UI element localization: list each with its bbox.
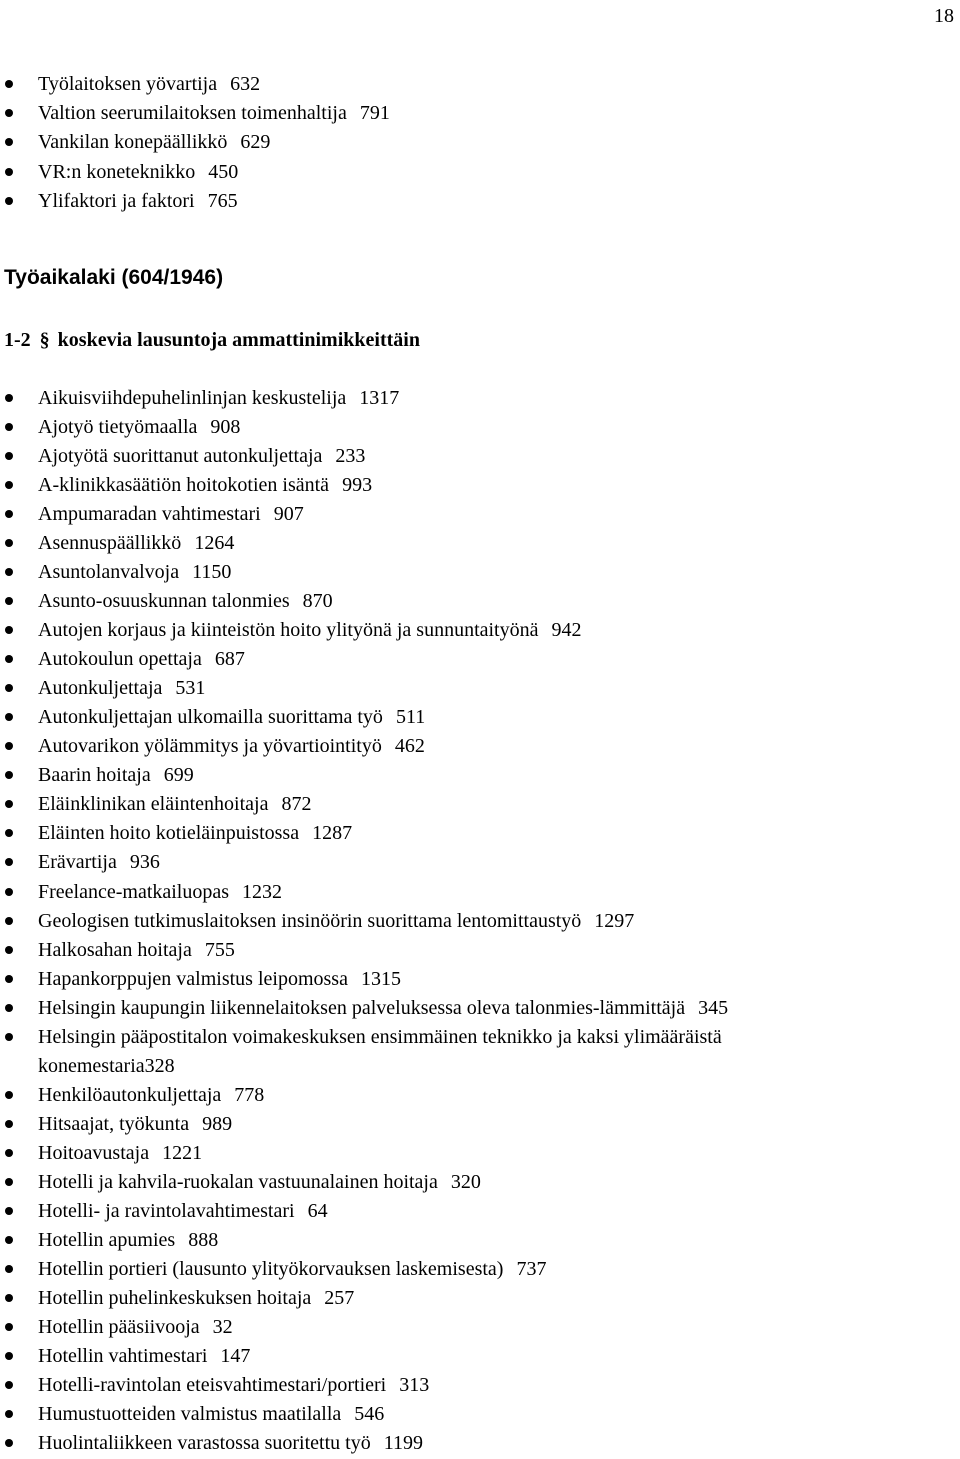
bullet-icon <box>5 800 13 808</box>
bullet-icon <box>5 1236 13 1244</box>
list-item <box>38 99 390 127</box>
statement-number: 1297 <box>594 909 635 932</box>
job-title: Hotellin apumies <box>38 1228 176 1251</box>
bullet-icon <box>5 1033 13 1041</box>
list-item <box>38 761 194 789</box>
bullet-icon <box>5 1004 13 1012</box>
list-item <box>38 384 399 412</box>
job-title: Autokoulun opettaja <box>38 648 202 671</box>
bullet-icon <box>5 1323 13 1331</box>
bullet-icon <box>5 626 13 634</box>
job-title: Aikuisviihdepuhelinlinjan keskustelija <box>38 387 347 409</box>
list-item <box>38 1342 250 1370</box>
statement-number: 699 <box>163 764 194 787</box>
job-title: Asuntolanvalvoja <box>38 561 180 584</box>
list-item <box>38 1429 423 1457</box>
job-title: Eläinklinikan eläintenhoitaja <box>38 793 269 816</box>
list-item <box>38 1255 546 1283</box>
bullet-icon <box>5 197 13 205</box>
bullet-icon <box>5 568 13 576</box>
list-item <box>38 500 304 528</box>
bullet-icon <box>5 975 13 983</box>
statement-number: 1199 <box>383 1432 423 1455</box>
job-title: Ajotyö tietyömaalla <box>38 416 198 439</box>
bullet-icon <box>5 423 13 431</box>
job-title: Ampumaradan vahtimestari <box>38 503 261 526</box>
list-item <box>38 965 401 993</box>
job-title: Ajotyötä suorittanut autonkuljettaja <box>38 445 323 468</box>
statement-number: 1150 <box>192 561 232 584</box>
list-item <box>38 645 245 673</box>
statement-number: 345 <box>698 996 729 1019</box>
list-item <box>38 70 260 98</box>
statement-number: 320 <box>450 1170 481 1193</box>
job-title: Asennuspäällikkö <box>38 532 182 555</box>
job-title: Hitsaajat, työkunta <box>38 1112 190 1135</box>
bullet-icon <box>5 1178 13 1186</box>
list-item <box>38 187 238 215</box>
bullet-icon <box>5 80 13 88</box>
bullet-icon <box>5 168 13 176</box>
list-item <box>38 1371 429 1399</box>
statement-number: 1221 <box>162 1141 203 1164</box>
bullet-icon <box>5 1439 13 1447</box>
list-item <box>38 1313 233 1341</box>
statement-number: 765 <box>207 189 238 212</box>
list-item <box>38 1284 354 1312</box>
job-title: Autonkuljettaja <box>38 677 163 700</box>
statement-number: 32 <box>212 1315 233 1338</box>
job-title: Geologisen tutkimuslaitoksen insinöörin suorittama lentomittaustyö <box>38 909 582 932</box>
bullet-icon <box>5 1352 13 1360</box>
statement-number: 629 <box>240 131 271 154</box>
list-item <box>38 471 372 499</box>
job-title: Ylifaktori ja faktori <box>38 189 195 212</box>
job-title: Hotelli ja kahvila-ruokalan vastuunalainen hoitaja <box>38 1170 438 1193</box>
bullet-icon <box>5 713 13 721</box>
bullet-icon <box>5 1120 13 1128</box>
job-title: Erävartija <box>38 851 117 874</box>
bullet-icon <box>5 109 13 117</box>
list-item-continuation <box>38 1052 175 1080</box>
job-title: Henkilöautonkuljettaja <box>38 1083 222 1106</box>
section-heading <box>4 326 420 354</box>
job-title: Humustuotteiden valmistus maatilalla <box>38 1403 342 1426</box>
statement-number: 737 <box>516 1257 547 1280</box>
bullet-icon <box>5 510 13 518</box>
statement-number: 328 <box>144 1054 175 1077</box>
job-title: Hotelli- ja ravintolavahtimestari <box>38 1199 295 1222</box>
list-item <box>38 616 582 644</box>
statement-number: 64 <box>307 1199 328 1222</box>
statement-number: 907 <box>273 503 304 526</box>
bullet-icon <box>5 1149 13 1157</box>
job-title: Työlaitoksen yövartija <box>38 73 218 95</box>
bullet-icon <box>5 771 13 779</box>
statement-number: 462 <box>394 735 425 758</box>
bullet-icon <box>5 655 13 663</box>
job-title: Halkosahan hoitaja <box>38 938 192 961</box>
bullet-icon <box>5 1381 13 1389</box>
statement-number: 147 <box>220 1344 251 1367</box>
list-item <box>38 819 352 847</box>
statement-number: 936 <box>129 851 160 874</box>
list-item <box>38 1168 481 1196</box>
bullet-icon <box>5 452 13 460</box>
section-heading-text: koskevia lausuntoja ammattinimikkeittäin <box>57 329 420 351</box>
bullet-icon <box>5 917 13 925</box>
list-item <box>38 1081 264 1109</box>
statement-number: 791 <box>359 102 390 125</box>
job-title: Baarin hoitaja <box>38 764 151 787</box>
list-item <box>38 158 238 186</box>
job-title: Hotellin puhelinkeskuksen hoitaja <box>38 1286 312 1309</box>
statement-number: 687 <box>214 648 245 671</box>
statement-number: 993 <box>342 474 373 497</box>
job-title: Autovarikon yölämmitys ja yövartiointityö <box>38 735 382 758</box>
bullet-icon <box>5 138 13 146</box>
bullet-icon <box>5 946 13 954</box>
job-title-continued: konemestaria <box>38 1054 145 1077</box>
list-item <box>38 1197 328 1225</box>
job-title: Eläinten hoito kotieläinpuistossa <box>38 822 300 845</box>
list-item <box>38 848 160 876</box>
list-item <box>38 529 234 557</box>
section-sign: § <box>39 329 50 351</box>
list-item <box>38 1226 218 1254</box>
statement-number: 1317 <box>359 387 400 409</box>
statement-number: 450 <box>208 160 239 183</box>
list-item <box>38 1139 202 1167</box>
bullet-icon <box>5 1091 13 1099</box>
list-item <box>38 936 235 964</box>
statement-number: 908 <box>210 416 241 439</box>
statement-number: 1315 <box>360 967 401 990</box>
statement-number: 313 <box>399 1374 430 1397</box>
list-item <box>38 413 240 441</box>
list-item <box>38 674 205 702</box>
statement-number: 872 <box>281 793 312 816</box>
list-item <box>38 907 634 935</box>
job-title: Asunto-osuuskunnan talonmies <box>38 590 290 613</box>
list-item <box>38 1400 384 1428</box>
list-item <box>38 558 231 586</box>
bullet-icon <box>5 481 13 489</box>
list-item <box>38 1110 232 1138</box>
statement-number: 989 <box>202 1112 233 1135</box>
list-item <box>38 878 282 906</box>
law-heading: Työaikalaki (604/1946) <box>4 266 224 289</box>
job-title: Hapankorppujen valmistus leipomossa <box>38 967 348 990</box>
statement-number: 888 <box>188 1228 219 1251</box>
statement-number: 546 <box>354 1403 385 1426</box>
job-title: Hotellin portieri (lausunto ylityökorvauksen laskemisesta) <box>38 1257 504 1280</box>
bullet-icon <box>5 1207 13 1215</box>
bullet-icon <box>5 597 13 605</box>
job-title: Autojen korjaus ja kiinteistön hoito ylityönä ja sunnuntaityönä <box>38 619 539 642</box>
job-title: A-klinikkasäätiön hoitokotien isäntä <box>38 474 330 497</box>
statement-number: 870 <box>302 590 333 613</box>
bullet-icon <box>5 1294 13 1302</box>
statement-number: 1232 <box>242 880 283 903</box>
job-title: VR:n koneteknikko <box>38 160 196 183</box>
statement-number: 778 <box>234 1083 265 1106</box>
statement-number: 1287 <box>312 822 353 845</box>
statement-number: 1264 <box>194 532 235 555</box>
bullet-icon <box>5 1410 13 1418</box>
job-title: Hotellin pääsiivooja <box>38 1315 200 1338</box>
bullet-icon <box>5 829 13 837</box>
job-title: Freelance-matkailuopas <box>38 880 230 903</box>
job-title: Huolintaliikkeen varastossa suoritettu työ <box>38 1432 371 1455</box>
list-item <box>38 128 270 156</box>
bullet-icon <box>5 1265 13 1273</box>
list-item <box>38 994 728 1022</box>
job-title: Hotelli-ravintolan eteisvahtimestari/portieri <box>38 1374 387 1397</box>
job-title: Hoitoavustaja <box>38 1141 150 1164</box>
job-title: Autonkuljettajan ulkomailla suorittama työ <box>38 706 383 729</box>
job-title: Hotellin vahtimestari <box>38 1344 208 1367</box>
list-item <box>38 703 425 731</box>
bullet-icon <box>5 858 13 866</box>
bullet-icon <box>5 684 13 692</box>
job-title: Vankilan konepäällikkö <box>38 131 228 154</box>
page-number: 18 <box>934 5 954 27</box>
statement-number: 755 <box>204 938 235 961</box>
list-item <box>38 442 365 470</box>
statement-number: 531 <box>175 677 206 700</box>
statement-number: 511 <box>395 706 426 729</box>
statement-number: 233 <box>335 445 366 468</box>
bullet-icon <box>5 888 13 896</box>
statement-number: 942 <box>551 619 582 642</box>
section-number: 1-2 <box>4 329 31 351</box>
statement-number: 257 <box>324 1286 355 1309</box>
list-item <box>38 587 333 615</box>
bullet-icon <box>5 742 13 750</box>
job-title: Valtion seerumilaitoksen toimenhaltija <box>38 102 347 125</box>
list-item <box>38 732 425 760</box>
list-item <box>38 1023 722 1051</box>
list-item <box>38 790 311 818</box>
bullet-icon <box>5 539 13 547</box>
job-title: Helsingin kaupungin liikennelaitoksen palveluksessa oleva talonmies-lämmittäjä <box>38 996 686 1019</box>
job-title: Helsingin pääpostitalon voimakeskuksen ensimmäinen teknikko ja kaksi ylimääräistä <box>38 1025 722 1048</box>
bullet-icon <box>5 394 13 402</box>
statement-number: 632 <box>230 73 261 95</box>
